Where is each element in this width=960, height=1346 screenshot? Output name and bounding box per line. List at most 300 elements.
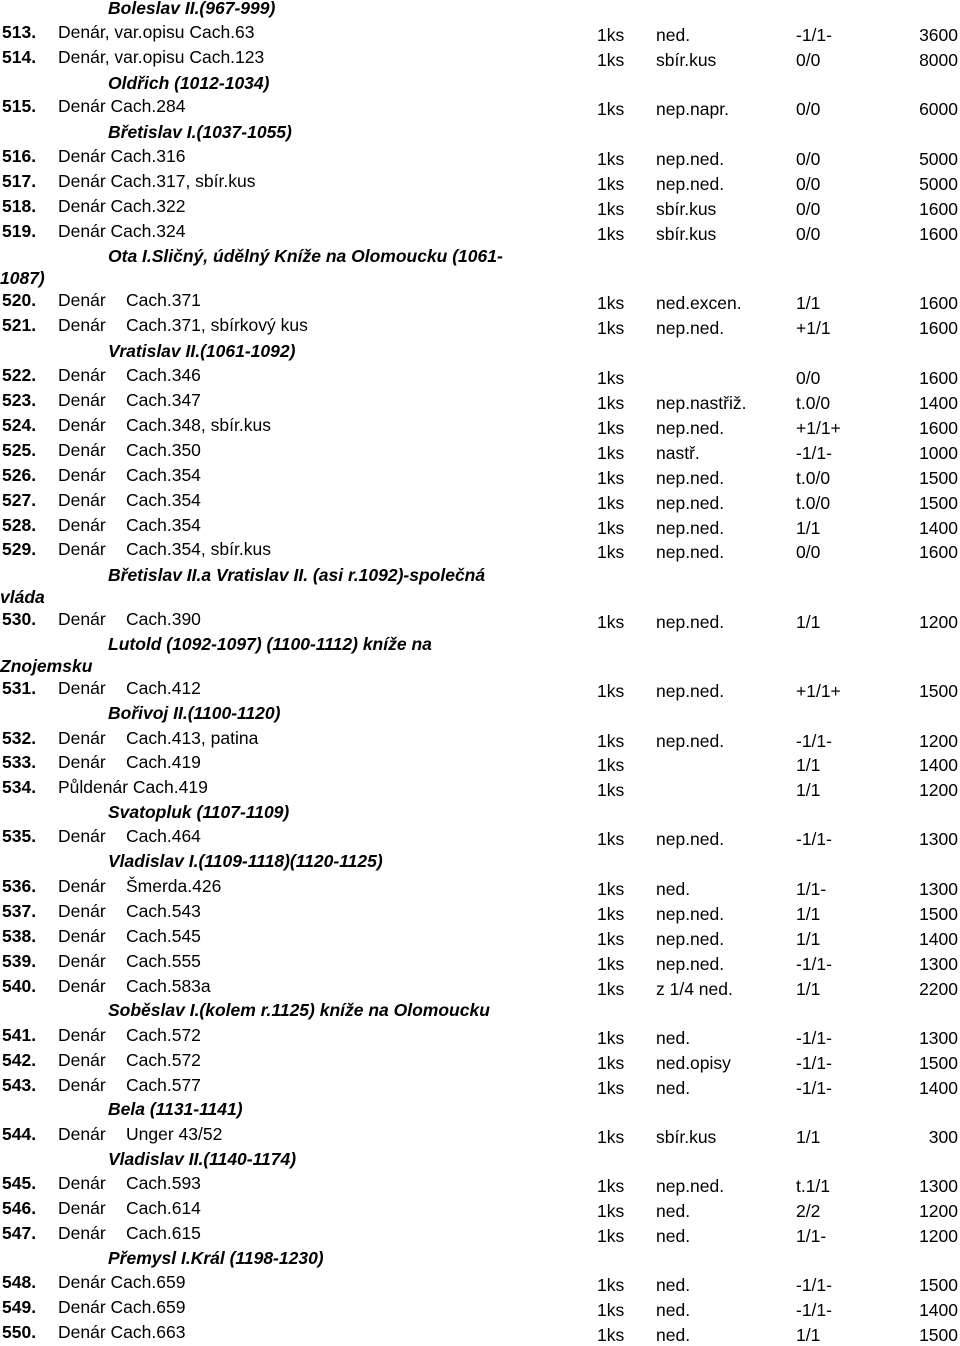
item-condition: sbír.kus xyxy=(656,199,717,219)
list-item xyxy=(0,609,960,633)
item-condition: nep.ned. xyxy=(656,954,725,974)
list-item xyxy=(0,440,960,464)
list-item xyxy=(0,728,960,752)
item-grade: 1/1 xyxy=(796,293,821,313)
list-item xyxy=(0,390,960,414)
list-item xyxy=(0,826,960,850)
item-name: Denár xyxy=(58,926,106,946)
item-price: 1300 xyxy=(919,954,958,974)
item-number: 528. xyxy=(2,515,37,535)
item-number: 531. xyxy=(2,678,37,698)
item-number: 543. xyxy=(2,1075,37,1095)
item-number: 513. xyxy=(2,22,37,42)
item-number: 546. xyxy=(2,1198,37,1218)
list-item xyxy=(0,777,960,801)
item-number: 520. xyxy=(2,290,37,310)
item-catalog: Cach.412 xyxy=(126,678,201,698)
list-item xyxy=(0,171,960,195)
item-catalog: Cach.572 xyxy=(126,1050,201,1070)
item-condition: nep.ned. xyxy=(656,681,725,701)
item-number: 533. xyxy=(2,752,37,772)
item-condition: nep.napr. xyxy=(656,99,729,119)
item-quantity: 1ks xyxy=(597,829,625,849)
item-condition: ned. xyxy=(656,25,691,45)
item-price: 2200 xyxy=(919,979,958,999)
item-grade: +1/1 xyxy=(796,318,831,338)
item-condition: nep.ned. xyxy=(656,904,725,924)
item-quantity: 1ks xyxy=(597,149,625,169)
item-price: 1500 xyxy=(919,904,958,924)
item-condition: nep.ned. xyxy=(656,929,725,949)
item-number: 527. xyxy=(2,490,37,510)
list-item xyxy=(0,96,960,120)
item-number: 515. xyxy=(2,96,37,116)
list-item xyxy=(0,1050,960,1074)
item-quantity: 1ks xyxy=(597,681,625,701)
item-quantity: 1ks xyxy=(597,318,625,338)
item-grade: t.0/0 xyxy=(796,393,831,413)
item-number: 532. xyxy=(2,728,37,748)
list-item xyxy=(0,539,960,563)
item-quantity: 1ks xyxy=(597,493,625,513)
item-grade: -1/1- xyxy=(796,954,832,974)
list-item xyxy=(0,490,960,514)
item-name: Denár xyxy=(58,976,106,996)
item-name: Denár xyxy=(58,1075,106,1095)
item-condition: ned. xyxy=(656,1028,691,1048)
item-condition: ned. xyxy=(656,1325,691,1345)
item-condition: ned.excen. xyxy=(656,293,742,313)
item-number: 525. xyxy=(2,440,37,460)
item-condition: nep.ned. xyxy=(656,418,725,438)
item-price: 1200 xyxy=(919,1226,958,1246)
section-heading: Ota I.Sličný, údělný Kníže na Olomoucku (1061- 1087) xyxy=(0,246,503,288)
list-item xyxy=(0,465,960,489)
item-quantity: 1ks xyxy=(597,1325,625,1345)
item-grade: 1/1 xyxy=(796,780,821,800)
item-number: 545. xyxy=(2,1173,37,1193)
item-catalog: Cach.350 xyxy=(126,440,201,460)
item-price: 1200 xyxy=(919,612,958,632)
item-price: 6000 xyxy=(919,99,958,119)
item-price: 8000 xyxy=(919,50,958,70)
item-price: 1400 xyxy=(919,518,958,538)
section-heading: Lutold (1092-1097) (1100-1112) kníže na Znojemsku xyxy=(0,634,432,676)
item-price: 1400 xyxy=(919,929,958,949)
list-item xyxy=(0,1025,960,1049)
item-grade: -1/1- xyxy=(796,1275,832,1295)
item-condition: ned.opisy xyxy=(656,1053,731,1073)
item-name: Denár xyxy=(58,539,106,559)
item-grade: -1/1- xyxy=(796,1300,832,1320)
item-catalog: Cach.419 xyxy=(126,752,201,772)
section-heading: Vratislav II.(1061-1092) xyxy=(108,341,296,361)
item-grade: -1/1- xyxy=(796,731,832,751)
list-item xyxy=(0,1198,960,1222)
item-catalog: Cach.572 xyxy=(126,1025,201,1045)
item-condition: ned. xyxy=(656,1078,691,1098)
item-catalog: Cach.593 xyxy=(126,1173,201,1193)
item-number: 537. xyxy=(2,901,37,921)
item-price: 1600 xyxy=(919,368,958,388)
item-price: 1500 xyxy=(919,1053,958,1073)
item-price: 1500 xyxy=(919,468,958,488)
item-grade: t.1/1 xyxy=(796,1176,831,1196)
item-number: 518. xyxy=(2,196,37,216)
item-quantity: 1ks xyxy=(597,518,625,538)
item-name: Denár xyxy=(58,1223,106,1243)
item-catalog: Cach.354 xyxy=(126,465,201,485)
item-quantity: 1ks xyxy=(597,979,625,999)
item-catalog: Cach.543 xyxy=(126,901,201,921)
item-grade: 0/0 xyxy=(796,199,821,219)
item-number: 542. xyxy=(2,1050,37,1070)
item-catalog: Cach.354 xyxy=(126,490,201,510)
item-number: 539. xyxy=(2,951,37,971)
item-quantity: 1ks xyxy=(597,443,625,463)
list-item xyxy=(0,290,960,314)
item-grade: 1/1 xyxy=(796,518,821,538)
section-heading: Vladislav I.(1109-1118)(1120-1125) xyxy=(108,851,383,871)
item-condition: nep.ned. xyxy=(656,468,725,488)
item-condition: nep.ned. xyxy=(656,149,725,169)
item-name: Denár xyxy=(58,752,106,772)
list-item xyxy=(0,415,960,439)
item-quantity: 1ks xyxy=(597,1201,625,1221)
item-price: 1500 xyxy=(919,1275,958,1295)
item-price: 1400 xyxy=(919,1078,958,1098)
item-grade: 0/0 xyxy=(796,149,821,169)
item-number: 535. xyxy=(2,826,37,846)
item-catalog: Cach.354 xyxy=(126,515,201,535)
item-name: Denár Cach.317, sbír.kus xyxy=(58,171,256,191)
item-quantity: 1ks xyxy=(597,879,625,899)
item-grade: -1/1- xyxy=(796,1053,832,1073)
item-number: 548. xyxy=(2,1272,37,1292)
item-grade: 1/1 xyxy=(796,979,821,999)
item-catalog: Cach.545 xyxy=(126,926,201,946)
item-price: 5000 xyxy=(919,174,958,194)
item-name: Denár Cach.284 xyxy=(58,96,186,116)
item-name: Denár xyxy=(58,365,106,385)
item-quantity: 1ks xyxy=(597,1053,625,1073)
item-grade: -1/1- xyxy=(796,443,832,463)
item-number: 523. xyxy=(2,390,37,410)
item-name: Denár xyxy=(58,1025,106,1045)
item-grade: 1/1 xyxy=(796,1325,821,1345)
item-grade: -1/1- xyxy=(796,25,832,45)
item-condition: ned. xyxy=(656,1226,691,1246)
item-quantity: 1ks xyxy=(597,1275,625,1295)
item-condition: nep.ned. xyxy=(656,829,725,849)
item-quantity: 1ks xyxy=(597,25,625,45)
list-item xyxy=(0,876,960,900)
item-number: 530. xyxy=(2,609,37,629)
item-number: 517. xyxy=(2,171,37,191)
item-grade: -1/1- xyxy=(796,1028,832,1048)
item-catalog: Šmerda.426 xyxy=(126,876,222,896)
item-condition: nep.ned. xyxy=(656,493,725,513)
section-heading: Bela (1131-1141) xyxy=(108,1099,243,1119)
item-price: 1300 xyxy=(919,879,958,899)
list-item xyxy=(0,365,960,389)
item-condition: z 1/4 ned. xyxy=(656,979,733,999)
list-item xyxy=(0,752,960,776)
item-number: 541. xyxy=(2,1025,37,1045)
list-item xyxy=(0,315,960,339)
item-name: Denár, var.opisu Cach.123 xyxy=(58,47,265,67)
item-condition: sbír.kus xyxy=(656,224,717,244)
item-quantity: 1ks xyxy=(597,1127,625,1147)
item-name: Denár xyxy=(58,876,106,896)
item-condition: ned. xyxy=(656,879,691,899)
item-catalog: Cach.371 xyxy=(126,290,201,310)
item-name: Denár Cach.659 xyxy=(58,1272,186,1292)
item-name: Denár xyxy=(58,440,106,460)
list-item xyxy=(0,1223,960,1247)
item-name: Denár xyxy=(58,515,106,535)
item-quantity: 1ks xyxy=(597,780,625,800)
item-price: 1500 xyxy=(919,681,958,701)
list-item xyxy=(0,1173,960,1197)
item-quantity: 1ks xyxy=(597,468,625,488)
item-condition: sbír.kus xyxy=(656,1127,717,1147)
item-name: Denár Cach.659 xyxy=(58,1297,186,1317)
item-price: 1600 xyxy=(919,542,958,562)
item-price: 1600 xyxy=(919,224,958,244)
section-heading: Břetislav I.(1037-1055) xyxy=(108,122,292,142)
item-catalog: Cach.555 xyxy=(126,951,201,971)
item-number: 536. xyxy=(2,876,37,896)
item-condition: nep.ned. xyxy=(656,1176,725,1196)
item-name: Denár xyxy=(58,901,106,921)
list-item xyxy=(0,1124,960,1148)
item-grade: 1/1 xyxy=(796,612,821,632)
item-price: 1300 xyxy=(919,829,958,849)
item-condition: ned. xyxy=(656,1300,691,1320)
item-grade: 0/0 xyxy=(796,50,821,70)
list-item xyxy=(0,926,960,950)
item-name: Denár Cach.324 xyxy=(58,221,186,241)
item-price: 1400 xyxy=(919,755,958,775)
section-heading: Bořivoj II.(1100-1120) xyxy=(108,703,281,723)
item-condition: ned. xyxy=(656,1275,691,1295)
item-quantity: 1ks xyxy=(597,954,625,974)
item-catalog: Cach.464 xyxy=(126,826,201,846)
list-item xyxy=(0,146,960,170)
item-number: 544. xyxy=(2,1124,37,1144)
list-item xyxy=(0,901,960,925)
item-quantity: 1ks xyxy=(597,50,625,70)
item-price: 1200 xyxy=(919,731,958,751)
list-item xyxy=(0,976,960,1000)
item-price: 1000 xyxy=(919,443,958,463)
item-price: 1500 xyxy=(919,1325,958,1345)
item-number: 516. xyxy=(2,146,37,166)
item-condition: nep.ned. xyxy=(656,318,725,338)
item-quantity: 1ks xyxy=(597,1176,625,1196)
item-name: Denár xyxy=(58,678,106,698)
item-price: 1400 xyxy=(919,393,958,413)
item-grade: t.0/0 xyxy=(796,468,831,488)
item-number: 524. xyxy=(2,415,37,435)
item-quantity: 1ks xyxy=(597,929,625,949)
item-number: 538. xyxy=(2,926,37,946)
item-number: 514. xyxy=(2,47,37,67)
item-name: Půldenár Cach.419 xyxy=(58,777,208,797)
item-quantity: 1ks xyxy=(597,1226,625,1246)
item-grade: 1/1- xyxy=(796,1226,827,1246)
item-price: 1200 xyxy=(919,780,958,800)
item-catalog: Cach.346 xyxy=(126,365,201,385)
item-quantity: 1ks xyxy=(597,731,625,751)
section-heading: Přemysl I.Král (1198-1230) xyxy=(108,1248,324,1268)
item-name: Denár xyxy=(58,951,106,971)
item-quantity: 1ks xyxy=(597,293,625,313)
item-quantity: 1ks xyxy=(597,199,625,219)
list-item xyxy=(0,1272,960,1296)
item-price: 5000 xyxy=(919,149,958,169)
item-number: 547. xyxy=(2,1223,37,1243)
item-catalog: Cach.577 xyxy=(126,1075,201,1095)
item-grade: 1/1 xyxy=(796,755,821,775)
list-item xyxy=(0,951,960,975)
item-condition: nep.ned. xyxy=(656,542,725,562)
list-item xyxy=(0,196,960,220)
item-name: Denár xyxy=(58,1173,106,1193)
item-name: Denár xyxy=(58,315,106,335)
item-quantity: 1ks xyxy=(597,368,625,388)
section-heading: Oldřich (1012-1034) xyxy=(108,73,270,93)
item-grade: +1/1+ xyxy=(796,418,841,438)
item-grade: 0/0 xyxy=(796,99,821,119)
item-number: 522. xyxy=(2,365,37,385)
item-name: Denár xyxy=(58,290,106,310)
section-heading: Vladislav II.(1140-1174) xyxy=(108,1149,297,1169)
item-name: Denár xyxy=(58,390,106,410)
item-grade: 2/2 xyxy=(796,1201,821,1221)
item-grade: 0/0 xyxy=(796,224,821,244)
item-catalog: Cach.615 xyxy=(126,1223,201,1243)
item-quantity: 1ks xyxy=(597,755,625,775)
item-grade: 0/0 xyxy=(796,542,821,562)
section-heading: Svatopluk (1107-1109) xyxy=(108,802,290,822)
item-grade: 0/0 xyxy=(796,368,821,388)
item-name: Denár xyxy=(58,1124,106,1144)
item-catalog: Cach.347 xyxy=(126,390,201,410)
list-item xyxy=(0,1075,960,1099)
item-number: 521. xyxy=(2,315,37,335)
item-quantity: 1ks xyxy=(597,904,625,924)
item-catalog: Cach.614 xyxy=(126,1198,201,1218)
item-name: Denár xyxy=(58,465,106,485)
item-quantity: 1ks xyxy=(597,1300,625,1320)
list-item xyxy=(0,1297,960,1321)
item-name: Denár xyxy=(58,1198,106,1218)
item-price: 1600 xyxy=(919,293,958,313)
list-item xyxy=(0,515,960,539)
section-heading: Boleslav II.(967-999) xyxy=(108,0,276,18)
item-quantity: 1ks xyxy=(597,542,625,562)
item-quantity: 1ks xyxy=(597,393,625,413)
item-name: Denár xyxy=(58,490,106,510)
item-name: Denár xyxy=(58,415,106,435)
item-catalog: Cach.371, sbírkový kus xyxy=(126,315,308,335)
item-price: 1600 xyxy=(919,418,958,438)
list-item xyxy=(0,47,960,71)
item-grade: 1/1- xyxy=(796,879,827,899)
item-condition: sbír.kus xyxy=(656,50,717,70)
item-grade: -1/1- xyxy=(796,829,832,849)
item-quantity: 1ks xyxy=(597,174,625,194)
item-grade: 1/1 xyxy=(796,1127,821,1147)
section-heading: Břetislav II.a Vratislav II. (asi r.1092)-společná vláda xyxy=(0,565,486,607)
item-condition: nep.ned. xyxy=(656,518,725,538)
item-price: 1600 xyxy=(919,199,958,219)
item-name: Denár xyxy=(58,1050,106,1070)
item-number: 549. xyxy=(2,1297,37,1317)
item-name: Denár xyxy=(58,728,106,748)
item-name: Denár xyxy=(58,609,106,629)
item-catalog: Cach.583a xyxy=(126,976,211,996)
item-grade: 1/1 xyxy=(796,904,821,924)
item-condition: nep.ned. xyxy=(656,731,725,751)
item-number: 534. xyxy=(2,777,37,797)
item-grade: 0/0 xyxy=(796,174,821,194)
item-grade: t.0/0 xyxy=(796,493,831,513)
item-name: Denár Cach.663 xyxy=(58,1322,186,1342)
item-price: 1200 xyxy=(919,1201,958,1221)
item-quantity: 1ks xyxy=(597,1028,625,1048)
item-quantity: 1ks xyxy=(597,612,625,632)
list-item xyxy=(0,1322,960,1346)
item-grade: -1/1- xyxy=(796,1078,832,1098)
item-catalog: Cach.354, sbír.kus xyxy=(126,539,271,559)
item-catalog: Cach.390 xyxy=(126,609,201,629)
item-price: 3600 xyxy=(919,25,958,45)
item-condition: ned. xyxy=(656,1201,691,1221)
list-item xyxy=(0,22,960,46)
item-condition: nep.ned. xyxy=(656,174,725,194)
item-catalog: Cach.413, patina xyxy=(126,728,259,748)
item-condition: nep.ned. xyxy=(656,612,725,632)
item-quantity: 1ks xyxy=(597,418,625,438)
item-name: Denár, var.opisu Cach.63 xyxy=(58,22,255,42)
item-quantity: 1ks xyxy=(597,99,625,119)
list-item xyxy=(0,221,960,245)
item-quantity: 1ks xyxy=(597,224,625,244)
item-condition: nep.nastřiž. xyxy=(656,393,747,413)
item-price: 1600 xyxy=(919,318,958,338)
item-price: 300 xyxy=(928,1127,958,1147)
item-quantity: 1ks xyxy=(597,1078,625,1098)
item-grade: +1/1+ xyxy=(796,681,841,701)
item-number: 550. xyxy=(2,1322,37,1342)
item-condition: nastř. xyxy=(656,443,700,463)
item-name: Denár Cach.316 xyxy=(58,146,186,166)
list-item xyxy=(0,678,960,702)
item-number: 519. xyxy=(2,221,37,241)
item-price: 1500 xyxy=(919,493,958,513)
item-catalog: Cach.348, sbír.kus xyxy=(126,415,271,435)
item-catalog: Unger 43/52 xyxy=(126,1124,223,1144)
item-price: 1300 xyxy=(919,1028,958,1048)
item-number: 526. xyxy=(2,465,37,485)
item-grade: 1/1 xyxy=(796,929,821,949)
item-name: Denár xyxy=(58,826,106,846)
item-number: 529. xyxy=(2,539,37,559)
item-name: Denár Cach.322 xyxy=(58,196,186,216)
